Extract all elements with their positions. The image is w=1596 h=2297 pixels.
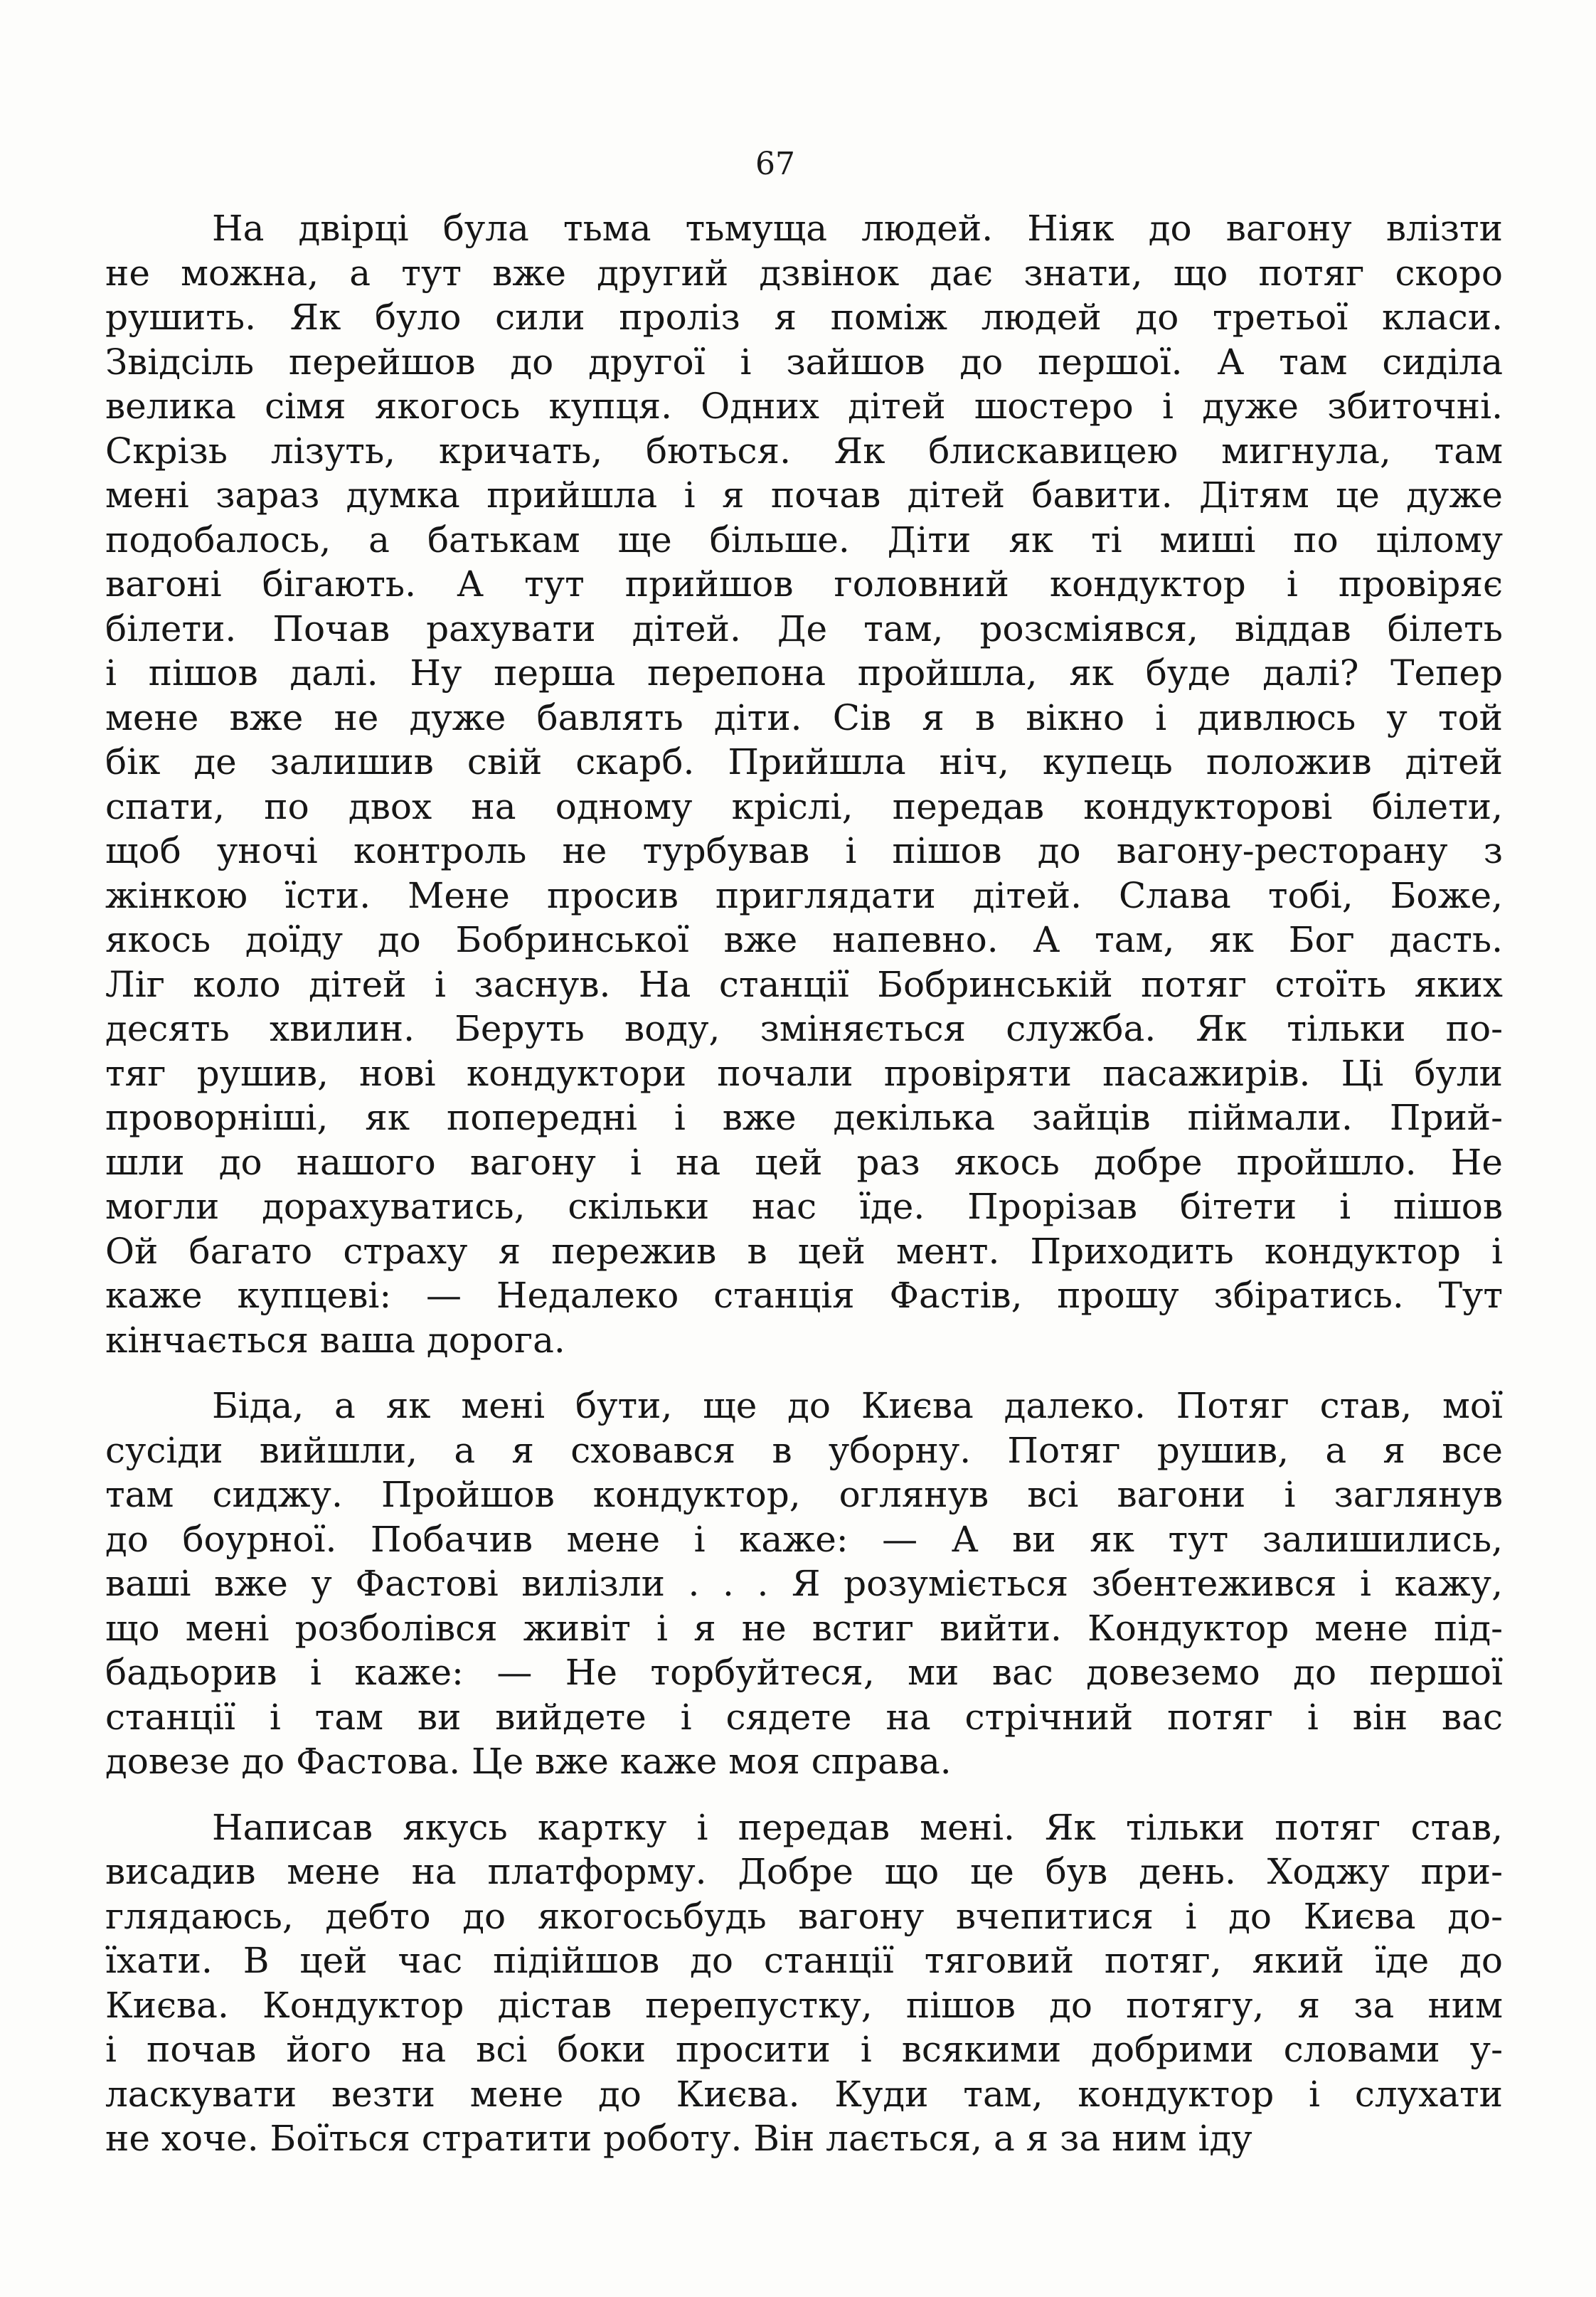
text-line: Біда, а як мені бути, ще до Києва далеко. Потяг став, мої	[212, 1385, 1503, 1426]
text-line: довезе до Фастова. Це вже каже моя справа.	[105, 1741, 952, 1782]
text-line: і почав його на всі боки просити і всякими добрими словами у-	[105, 2029, 1503, 2070]
text-line: висадив мене на платформу. Добре що це був день. Ходжу при-	[105, 1851, 1503, 1892]
text-line: бадьорив і каже: — Не торбуйтеся, ми вас довеземо до першої	[105, 1652, 1503, 1693]
text-line: сусіди вийшли, а я сховався в уборну. Потяг рушив, а я все	[105, 1429, 1503, 1471]
text-line: десять хвилин. Беруть воду, зміняється служба. Як тільки по-	[105, 1008, 1503, 1049]
text-line: Скрізь лізуть, кричать, бються. Як блискавицею мигнула, там	[105, 430, 1503, 472]
text-line: Ліг коло дітей і заснув. На станції Бобринській потяг стоїть яких	[105, 963, 1503, 1005]
text-line: що мені розболівся живіт і я не встиг вийти. Кондуктор мене під-	[105, 1607, 1503, 1649]
text-line: там сиджу. Пройшов кондуктор, оглянув всі вагони і заглянув	[105, 1474, 1503, 1515]
text-line: ласкувати везти мене до Києва. Куди там, кондуктор і слухати	[105, 2073, 1503, 2115]
paragraph-gap	[105, 1784, 1503, 1805]
text-line: шли до нашого вагону і на цей раз якось добре пройшло. Не	[105, 1141, 1503, 1183]
text-line: На двірці була тьма тьмуща людей. Ніяк до вагону влізти	[212, 208, 1503, 249]
text-line: велика сімя якогось купця. Одних дітей шостеро і дуже збиточні.	[105, 386, 1503, 427]
text-line: жінкою їсти. Мене просив приглядати дітей. Слава тобі, Боже,	[105, 874, 1503, 916]
text-line: станції і там ви вийдете і сядете на стрічний потяг і він вас	[105, 1696, 1503, 1738]
text-line: ваші вже у Фастові вилізли . . . Я розуміється збентежився і кажу,	[105, 1563, 1503, 1604]
text-line: рушить. Як було сили проліз я поміж людей до третьої класи.	[105, 297, 1503, 338]
page-number: 67	[755, 146, 795, 182]
text-line: Києва. Кондуктор дістав перепустку, пішов до потягу, я за ним	[105, 1984, 1503, 2026]
text-line: якось доїду до Бобринської вже напевно. А там, як Бог дасть.	[105, 919, 1503, 960]
text-line: Написав якусь картку і передав мені. Як тільки потяг став,	[212, 1806, 1503, 1848]
text-line: глядаюсь, дебто до якогосьбудь вагону вчепитися і до Києва до-	[105, 1895, 1503, 1937]
text-line: тяг рушив, нові кондуктори почали провіряти пасажирів. Ці були	[105, 1052, 1503, 1094]
text-line: і пішов далі. Ну перша перепона пройшла, як буде далі? Тепер	[105, 652, 1503, 694]
text-line: подобалось, а батькам ще більше. Діти як ті миші по цілому	[105, 519, 1503, 561]
text-line: до боурної. Побачив мене і каже: — А ви як тут залишились,	[105, 1518, 1503, 1560]
text-line: щоб уночі контроль не турбував і пішов до вагону-ресторану з	[105, 830, 1503, 871]
text-line: не можна, а тут вже другий дзвінок дає знати, що потяг скоро	[105, 252, 1503, 294]
text-line: кінчається ваша дорога.	[105, 1319, 565, 1361]
text-line: проворніші, як попередні і вже декілька зайців піймали. Прий-	[105, 1097, 1503, 1138]
text-line: їхати. В цей час підійшов до станції тяговий потяг, який їде до	[105, 1940, 1503, 1981]
text-line: спати, по двох на одному кріслі, передав кондукторові білети,	[105, 785, 1503, 827]
text-line: мені зараз думка прийшла і я почав дітей бавити. Дітям це дуже	[105, 474, 1503, 516]
text-line: могли дорахуватись, скільки нас їде. Прорізав бітети і пішов	[105, 1186, 1503, 1227]
text-line: не хоче. Боїться стратити роботу. Він лається, а я за ним іду	[105, 2118, 1252, 2159]
text-body	[105, 206, 1503, 2161]
text-line: мене вже не дуже бавлять діти. Сів я в вікно і дивлюсь у той	[105, 696, 1503, 738]
text-line: Ой багато страху я пережив в цей мент. Приходить кондуктор і	[105, 1230, 1503, 1272]
text-line: каже купцеві: — Недалеко станція Фастів, прошу збіратись. Тут	[105, 1275, 1503, 1316]
text-line: білети. Почав рахувати дітей. Де там, розсміявся, віддав білеть	[105, 608, 1503, 649]
text-line: Звідсіль перейшов до другої і зайшов до першої. А там сиділа	[105, 341, 1503, 383]
text-line: вагоні бігають. А тут прийшов головний кондуктор і провіряє	[105, 563, 1503, 605]
text-line: бік де залишив свій скарб. Прийшла ніч, купець положив дітей	[105, 741, 1503, 783]
paragraph-gap	[105, 1362, 1503, 1384]
